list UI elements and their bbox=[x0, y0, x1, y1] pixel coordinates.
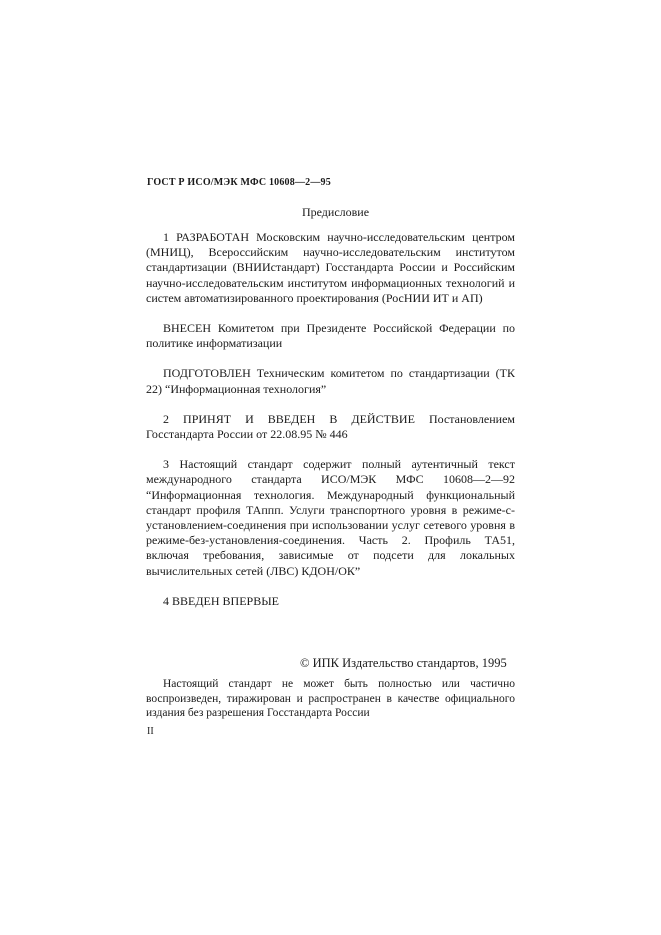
paragraph-prepared: ПОДГОТОВЛЕН Техническим комитетом по стандартизации (ТК 22) “Информационная технология” bbox=[146, 366, 515, 396]
paragraph-developed: 1 РАЗРАБОТАН Московским научно-исследовательским центром (МНИЦ), Всероссийским научно-исследовательским институтом стандартизации (ВНИИстандарт) Госстандарта России и Российским научно-исследовательским институтом информационных технологий и систем автоматизированного проектирования (РосНИИ ИТ и АП) bbox=[146, 230, 515, 305]
page-number: II bbox=[147, 726, 154, 737]
paragraph-content: 3 Настоящий стандарт содержит полный аутентичный текст международного стандарта ИСО/МЭК МФС 10608—2—92 “Информационная технология. Международный функциональный стандарт профиля ТАппп. Услуги транспортного уровня в режиме-с-установлением-соединения при использовании услуг сетевого уровня в режиме-без-установления-соединения. Часть 2. Профиль ТА51, включая требования, зависимые от подсети для локальных вычислительных сетей (ЛВС) КДОН/ОК” bbox=[146, 457, 515, 578]
section-title: Предисловие bbox=[301, 205, 370, 219]
document-header: ГОСТ Р ИСО/МЭК МФС 10608—2—95 bbox=[147, 177, 331, 188]
reproduction-notice: Настоящий стандарт не может быть полностью или частично воспроизведен, тиражирован и распространен в качестве официального издания без разрешения Госстандарта России bbox=[146, 678, 515, 719]
paragraph-adopted: 2 ПРИНЯТ И ВВЕДЕН В ДЕЙСТВИЕ Постановлением Госстандарта России от 22.08.95 № 446 bbox=[146, 411, 515, 442]
paragraph-introduced: ВНЕСЕН Комитетом при Президенте Российской Федерации по политике информатизации bbox=[146, 321, 515, 351]
paragraph-first-introduced: 4 ВВЕДЕН ВПЕРВЫЕ bbox=[163, 593, 279, 608]
copyright-line: © ИПК Издательство стандартов, 1995 bbox=[300, 656, 507, 670]
foreword-body bbox=[146, 230, 515, 624]
